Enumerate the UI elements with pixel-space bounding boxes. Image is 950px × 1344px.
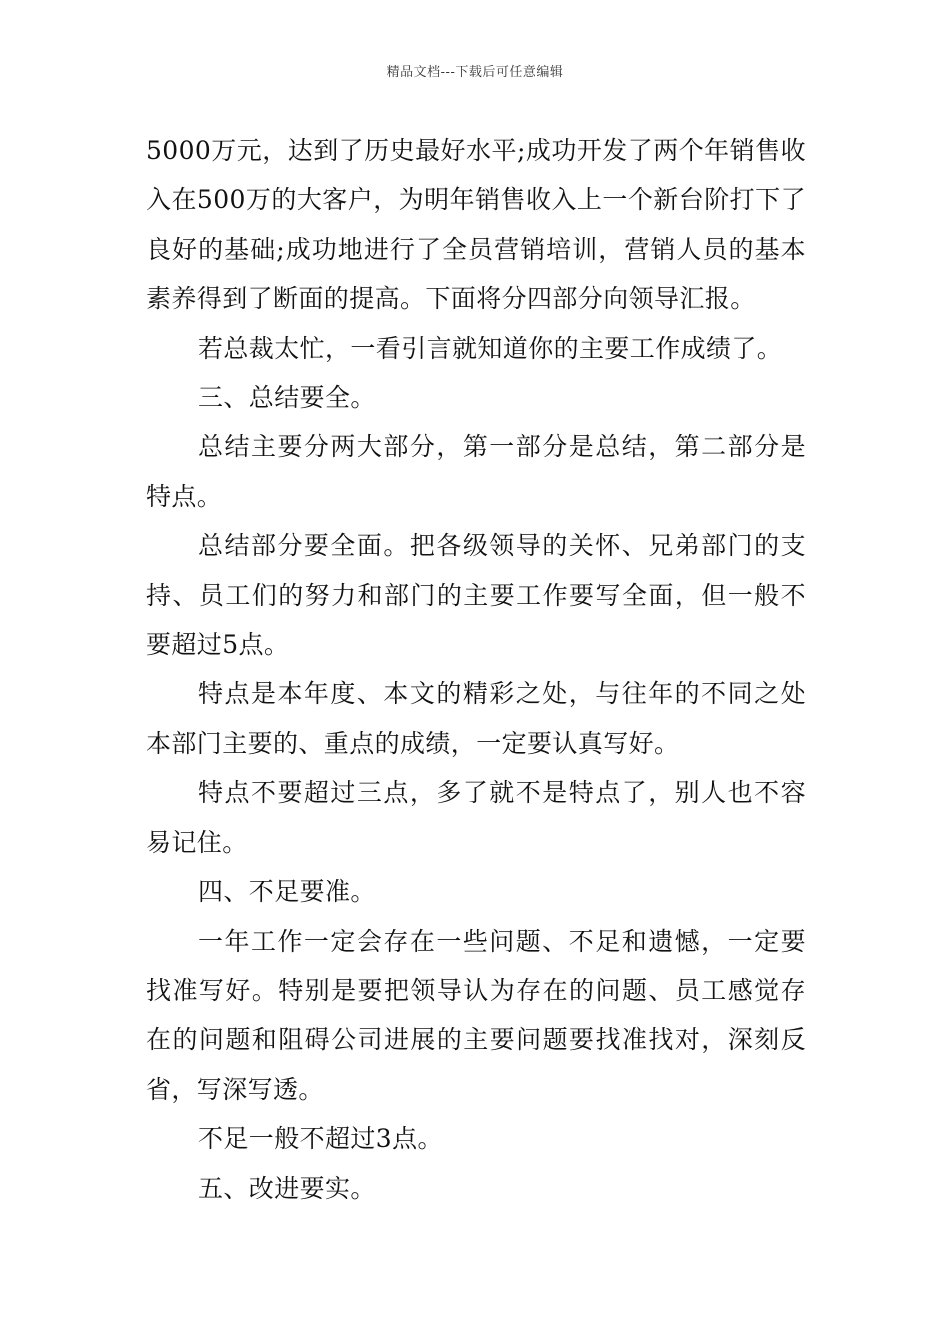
paragraph-4: 总结主要分两大部分，第一部分是总结，第二部分是特点。 [146,432,806,511]
paragraph-2: 若总裁太忙，一看引言就知道你的主要工作成绩了。 [198,333,783,363]
section-heading-5: 五、改进要实。 [198,1173,376,1203]
document-body [146,126,806,1213]
paragraph-1: 5000万元，达到了历史最好水平;成功开发了两个年销售收入在500万的大客户，为明年销售收入上一个新台阶打下了良好的基础;成功地进行了全员营销培训，营销人员的基本素养得到了断面的提高。下面将分四部分向领导汇报。 [146,136,806,314]
paragraph-7: 特点不要超过三点，多了就不是特点了，别人也不容易记住。 [146,778,806,857]
section-heading-3: 三、总结要全。 [198,383,376,413]
paragraph-10: 不足一般不超过3点。 [198,1124,443,1154]
page-header: 精品文档---下载后可任意编辑 [386,65,564,80]
paragraph-9: 一年工作一定会存在一些问题、不足和遗憾，一定要找准写好。特别是要把领导认为存在的问题、员工感觉存在的问题和阻碍公司进展的主要问题要找准找对，深刻反省，写深写透。 [146,926,806,1104]
paragraph-5: 总结部分要全面。把各级领导的关怀、兄弟部门的支持、员工们的努力和部门的主要工作要写全面，但一般不要超过5点。 [146,531,806,660]
section-heading-4: 四、不足要准。 [198,877,376,907]
paragraph-6: 特点是本年度、本文的精彩之处，与往年的不同之处本部门主要的、重点的成绩，一定要认真写好。 [146,679,806,758]
